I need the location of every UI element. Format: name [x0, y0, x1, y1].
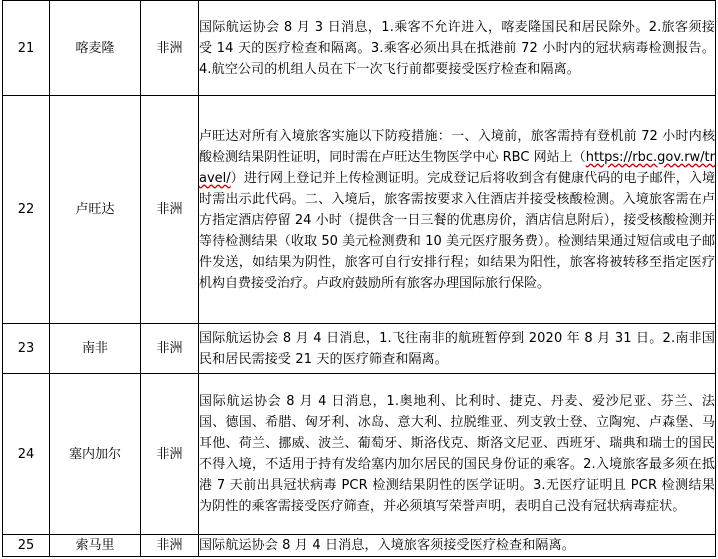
policy-text: 国际航运协会 8 月 4 日消息，入境旅客须接受医疗检查和隔离。: [199, 535, 716, 557]
policy-text-after: ）进行网上登记并上传检测证明。完成登记后将收到含有健康代码的电子邮件，入境时需出示此代码。二、入境后，旅客需按要求入住酒店并接受核酸检测。入境旅客需在卢方指定酒店停留 24 小时（提供含一日三餐的优惠房价，酒店信息附后），接受核酸检测并等待检测结果（收取 50 美元检测费和 10 美元医疗服务费）。检测结果通过短信或电子邮件发送，如结果为阴性，旅客可自行安排行程；如结果为阳性，旅客将被转移至指定医疗机构自费接受治疗。卢政府鼓励所有旅客办理国际旅行保险。: [199, 170, 715, 291]
travel-restrictions-table: [2, 0, 716, 557]
row-number: 24: [3, 374, 50, 535]
country-name: 南非: [50, 324, 141, 374]
policy-text: 国际航运协会 8 月 3 日消息，1.乘客不允许进入，喀麦隆国民和居民除外。2.旅客须接受 14 天的医疗检查和隔离。3.乘客必须出具在抵港前 72 小时内的冠状病毒检测报告。4.航空公司的机组人员在下一次飞行前都要接受医疗检查和隔离。: [199, 1, 716, 96]
table-row: [3, 535, 716, 557]
rbc-travel-url: https://rbc.gov.rw/travel/: [199, 149, 715, 186]
region-name: 非洲: [141, 96, 199, 324]
country-name: 卢旺达: [50, 96, 141, 324]
country-name: 索马里: [50, 535, 141, 557]
policy-text: 国际航运协会 8 月 4 日消息，1.奥地利、比利时、捷克、丹麦、爱沙尼亚、芬兰、法国、德国、希腊、匈牙利、冰岛、意大利、拉脱维亚、列支敦士登、立陶宛、卢森堡、马耳他、荷兰、挪威、波兰、葡萄牙、斯洛伐克、斯洛文尼亚、西班牙、瑞典和瑞士的国民不得入境，不适用于持有发给塞内加尔居民的国民身份证的乘客。2.入境旅客最多须在抵港 7 天前出具冠状病毒 PCR 检测结果阴性的医学证明。3.无医疗证明且 PCR 检测结果为阴性的乘客需接受医疗筛查，并必须填写荣誉声明，表明自己没有冠状病毒症状。: [199, 374, 716, 535]
country-name: 喀麦隆: [50, 1, 141, 96]
policy-text: [199, 96, 716, 324]
row-number: 22: [3, 96, 50, 324]
table-row: [3, 1, 716, 96]
row-number: 21: [3, 1, 50, 96]
policy-text: 国际航运协会 8 月 4 日消息，1.飞往南非的航班暂停到 2020 年 8 月 31 日。2.南非国民和居民需接受 21 天的医疗筛查和隔离。: [199, 324, 716, 374]
country-name: 塞内加尔: [50, 374, 141, 535]
row-number: 23: [3, 324, 50, 374]
policy-text-before: 卢旺达对所有入境旅客实施以下防疫措施：一、入境前，旅客需持有登机前 72 小时内核酸检测结果阴性证明，同时需在卢旺达生物医学中心 RBC 网站上（: [199, 128, 715, 165]
region-name: 非洲: [141, 374, 199, 535]
region-name: 非洲: [141, 1, 199, 96]
region-name: 非洲: [141, 324, 199, 374]
region-name: 非洲: [141, 535, 199, 557]
table-row: [3, 96, 716, 324]
table-row: [3, 374, 716, 535]
table-row: [3, 324, 716, 374]
row-number: 25: [3, 535, 50, 557]
